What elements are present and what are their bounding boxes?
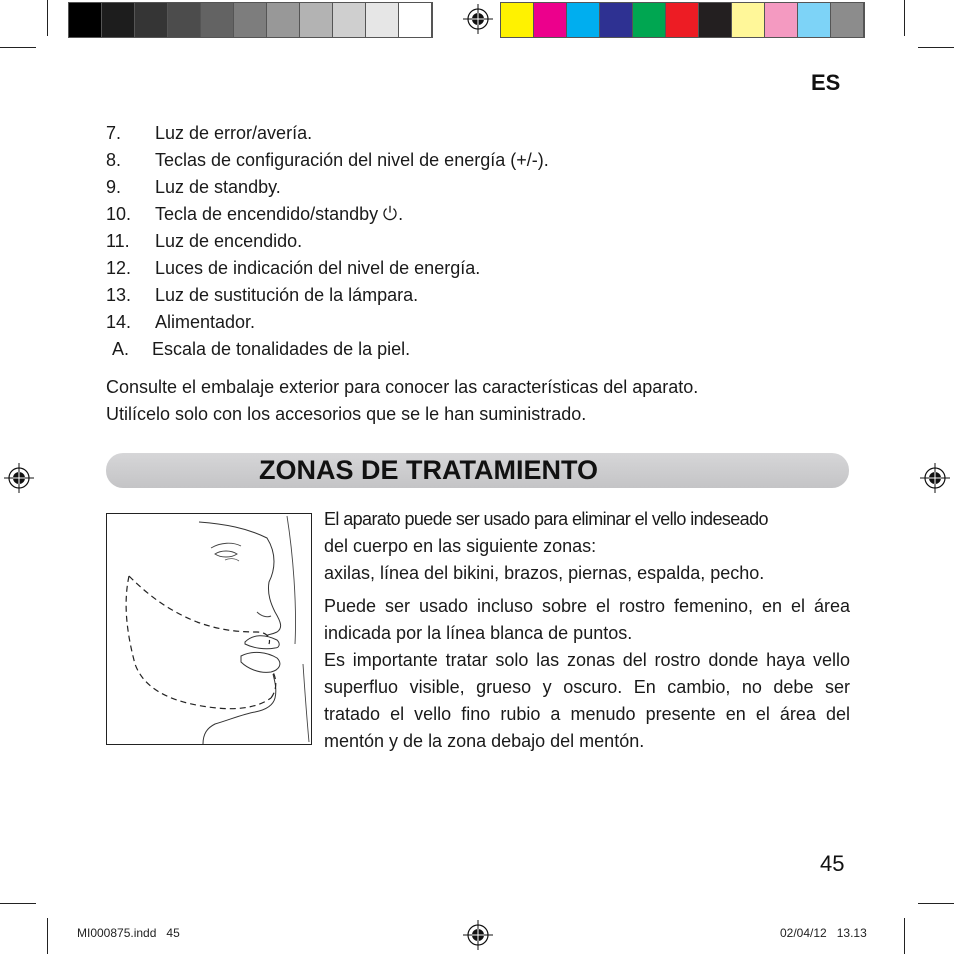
- registration-crosshair-icon: [4, 463, 34, 493]
- list-item-text: Teclas de configuración del nivel de energía (+/-).: [155, 150, 549, 170]
- treatment-zones-text: [324, 506, 850, 755]
- note-paragraph: [106, 374, 856, 428]
- body-line: del cuerpo en las siguiente zonas:: [324, 536, 597, 556]
- crop-mark-bl-v: [47, 918, 48, 954]
- page-number: 45: [820, 851, 845, 876]
- footer-file-page: 45: [166, 926, 180, 940]
- list-item-number: 11.: [106, 231, 130, 251]
- list-item-number: 8.: [106, 150, 122, 170]
- color-swatch: [699, 3, 732, 37]
- crop-mark-tr-v: [904, 0, 905, 36]
- face-profile-figure: [106, 513, 312, 745]
- gray-swatch: [168, 3, 201, 37]
- list-item-number: 10.: [106, 204, 132, 224]
- color-calibration-bar: [500, 2, 865, 38]
- color-swatch: [732, 3, 765, 37]
- crop-mark-bl-h: [0, 903, 36, 904]
- registration-crosshair-icon: [920, 463, 950, 493]
- gray-swatch: [135, 3, 168, 37]
- list-item-number: A.: [112, 339, 130, 359]
- gray-swatch: [234, 3, 267, 37]
- footer-filename: MI000875.indd: [77, 926, 157, 940]
- list-item-text: Luces de indicación del nivel de energía.: [155, 258, 481, 278]
- crop-mark-tr-h: [918, 47, 954, 48]
- gray-swatch: [102, 3, 135, 37]
- gray-swatch: [267, 3, 300, 37]
- list-item-text: Tecla de encendido/standby: [155, 204, 379, 224]
- color-swatch: [633, 3, 666, 37]
- list-item-text-wrap: [155, 201, 403, 228]
- list-item-text: Escala de tonalidades de la piel.: [152, 339, 411, 359]
- body-line: axilas, línea del bikini, brazos, piernas, espalda, pecho.: [324, 563, 765, 583]
- body-line: El aparato puede ser usado para eliminar el vello indeseado: [324, 509, 768, 529]
- list-item-number: 7.: [106, 123, 122, 143]
- list-item-text: Luz de encendido.: [155, 231, 303, 251]
- list-item-suffix: .: [398, 204, 404, 224]
- note-line: Utilícelo solo con los accesorios que se le han suministrado.: [106, 404, 587, 424]
- section-title: ZONAS DE TRATAMIENTO: [259, 455, 598, 485]
- list-item-number: 9.: [106, 177, 122, 197]
- gray-swatch: [300, 3, 333, 37]
- color-swatch: [600, 3, 633, 37]
- grayscale-calibration-bar: [68, 2, 433, 38]
- face-profile-treatment-area-icon: [107, 514, 311, 744]
- list-item-text: Luz de error/avería.: [155, 123, 313, 143]
- color-swatch: [765, 3, 798, 37]
- list-item-number: 13.: [106, 285, 132, 305]
- list-item-number: 12.: [106, 258, 132, 278]
- crop-mark-tl-h: [0, 47, 36, 48]
- list-item-number: 14.: [106, 312, 132, 332]
- footer-timestamp: [780, 926, 867, 940]
- color-swatch: [798, 3, 831, 37]
- gray-swatch: [333, 3, 366, 37]
- registration-crosshair-icon: [463, 4, 493, 34]
- power-standby-icon: [382, 205, 398, 221]
- gray-swatch: [399, 3, 432, 37]
- color-swatch: [666, 3, 699, 37]
- list-item-text: Alimentador.: [155, 312, 256, 332]
- note-line: Consulte el embalaje exterior para conocer las características del aparato.: [106, 377, 699, 397]
- body-paragraph: Es importante tratar solo las zonas del rostro donde haya vello superfluo visible, grueso y oscuro. En cambio, no debe ser tratado el vello fino rubio a menudo presente en el área del mentón y de la zona debajo del mentón.: [324, 650, 850, 751]
- crop-mark-tl-v: [47, 0, 48, 36]
- footer-time: 13.13: [836, 926, 867, 940]
- crop-mark-br-h: [918, 903, 954, 904]
- color-swatch: [567, 3, 600, 37]
- gray-swatch: [201, 3, 234, 37]
- footer-date: 02/04/12: [780, 926, 827, 940]
- body-paragraph: Puede ser usado incluso sobre el rostro femenino, en el área indicada por la línea blanca de puntos.: [324, 596, 850, 643]
- color-swatch: [831, 3, 864, 37]
- crop-mark-br-v: [904, 918, 905, 954]
- list-item-text: Luz de sustitución de la lámpara.: [155, 285, 419, 305]
- color-swatch: [501, 3, 534, 37]
- language-tag: ES: [811, 70, 841, 95]
- registration-crosshair-icon: [463, 920, 493, 950]
- list-item-text: Luz de standby.: [155, 177, 281, 197]
- footer-file: [77, 926, 180, 940]
- color-swatch: [534, 3, 567, 37]
- gray-swatch: [366, 3, 399, 37]
- gray-swatch: [69, 3, 102, 37]
